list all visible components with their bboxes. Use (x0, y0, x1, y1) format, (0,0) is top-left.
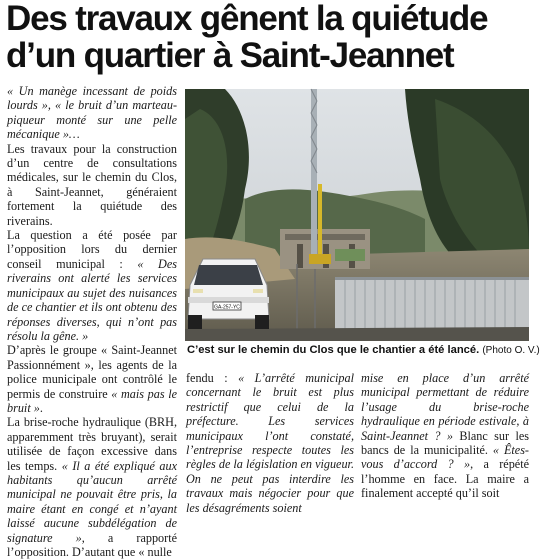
headline-line-2: d’un quartier à Saint-Jeannet (6, 36, 454, 75)
paragraph-mayor-answer: fendu : « L’arrêté municipal concernant le bruit est plus restrictif que celui de la préfecture. Les services municipaux l’ont constaté, l’entreprise respecte toutes les règles de la législation en vigueur. On ne peut pas interdire les travaux mais négocier pour que les désagréments soient (186, 371, 354, 515)
article-column-3 (361, 371, 529, 501)
paragraph-context: Les travaux pour la construction d’un centre de consultations médicales, sur le chemin du Clos, à Saint-Jeannet, généraient fortement la quiétude des riverains. (7, 141, 177, 228)
construction-site-photo (185, 89, 529, 341)
headline-line-1: Des travaux gênent la quiétude (6, 0, 488, 38)
article-column-2 (186, 371, 354, 515)
paragraph-brh: La brise-roche hydraulique (BRH, apparemment très bruyant), serait utilisée de façon excessive dans les temps. « Il a été expliqué aux habitants qu’aucun arrêté municipal ne pouvait être pris, la maire étant en congé et n’ayant laissé aucune subdélégation de signature », a rapporté l’opposition. D’autant que « nulle (7, 415, 178, 559)
photo-credit: (Photo O. V.) (482, 345, 540, 356)
article-photo (185, 89, 529, 341)
paragraph-quote-intro: « Un manège incessant de poids lourds », « le bruit d’un marteau-piqueur monté sur une pelle mécanique »… (7, 84, 177, 142)
paragraph-police: D’après le groupe « Saint-Jeannet Passionnément », les agents de la police municipale ont contrôlé le permis de construire « mais pas le bruit ». (7, 343, 177, 415)
paragraph-brh-proposal: mise en place d’un arrêté municipal permettant de réduire l’usage du brise-roche hydraulique en période estivale, à Saint-Jeannet ? » Blanc sur les bancs de la municipalité. « Êtes-vous d’accord ? », a répété l’homme en face. La maire a finalement accepté qu’il soit (361, 371, 529, 501)
paragraph-opposition-question: La question a été posée par l’opposition lors du dernier conseil municipal : « Des riverains ont alerté les services municipaux au sujet des nuisances de ce chantier et ils ont obtenu des réponses diverses, qui n’ont pas résolu la gêne. » (7, 228, 177, 343)
svg-text:GA-257-YC: GA-257-YC (214, 304, 240, 311)
headline (6, 0, 530, 74)
article-column-1 (7, 84, 178, 559)
photo-caption: C’est sur le chemin du Clos que le chantier a été lancé. (Photo O. V.) (187, 344, 540, 356)
van-illustration (188, 259, 269, 329)
